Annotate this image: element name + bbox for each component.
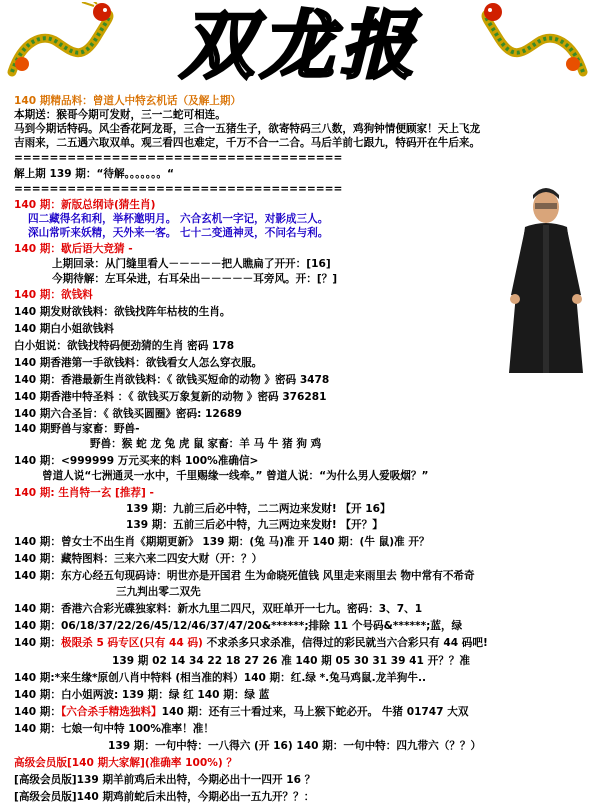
section4-line: 140 期香港中特圣料 ：《 欲钱买万象复新的动物 》密码 376281 <box>14 391 327 403</box>
section5-line: 139 期：一句中特：一八得六 (开 16) 140 期：一句中特：四九带六（？？） <box>108 740 482 752</box>
section4-line: 白小姐说：欲钱找特码便劲猜的生肖 密码 178 <box>14 340 235 352</box>
section1-line2: 马到今期话特码。风尘香花阿龙哥，三合一五猪生子，欲寄特码三八数，鸡狗钟情便顾家！天上飞龙 <box>14 123 481 135</box>
label: 不求杀多只求杀准，信得过的彩民就当六合彩只有 44 码吧! <box>202 637 488 649</box>
label: 140 期：还有三十看过来，马上猴下蛇必开。 牛猪 01747 大双 <box>161 706 469 718</box>
kill-zone-label: 极限杀 5 码专区(只有 44 码) <box>61 637 203 649</box>
section5-sub: 三九判出零二双先 <box>116 586 201 598</box>
section4-line: 140 期野兽与家畜：野兽- <box>14 423 140 435</box>
page-title: 双龙报 <box>180 3 420 89</box>
section3-line1: 上期回录：从门缝里看人－－－－－把人瞧扁了开开：[16] <box>52 258 331 270</box>
section5-line: 140 期：白小姐两波: 139 期：绿 红 140 期：绿 蓝 <box>14 689 270 701</box>
label: 140 期： <box>14 706 61 718</box>
section4-line: 140 期：香港最新生肖欲钱料：《 欲钱买短命的动物 》密码 3478 <box>14 374 330 386</box>
section4-line: 140 期六合圣旨：《 欲钱买圆圈》密码: 12689 <box>14 408 242 420</box>
section4-line: 140 期发财欲钱料：欲钱找阵年枯枝的生肖。 <box>14 306 231 318</box>
section3-line2: 今期待解：左耳朵进，右耳朵出－－－－－耳旁风。开：[？] <box>52 273 338 285</box>
man-in-robe-image <box>505 185 587 375</box>
section5-heading: 140 期: 生肖特一玄 [推荐] - <box>14 487 154 499</box>
section5-line <box>14 706 468 719</box>
section3-heading: 140 期：歇后语大竞猜 - <box>14 243 133 255</box>
dragon-right-icon <box>475 2 593 86</box>
section1-line1: 本期送：猴哥今期可发财，三一二蛇可相连。 <box>14 109 226 121</box>
prediction-line: 139 期：九前三后必中特，二二两边来发财! 【开 16】 <box>126 503 391 515</box>
section5-line: 140 期：七娘一句中特 100%准率！准！ <box>14 723 214 735</box>
poem-line1: 四二藏得名和利，举杯邀明月。 六合玄机一字记，对影成三人。 <box>28 213 329 225</box>
section4-heading: 140 期：欲钱料 <box>14 289 93 301</box>
section5-line <box>14 637 488 650</box>
label: 140 期： <box>14 637 61 649</box>
header <box>0 0 595 92</box>
vip-line: [高级会员版]140 期鸡前蛇后未出特，今期必出一五九开？？： <box>14 791 315 803</box>
dragon-left-icon <box>2 2 120 86</box>
poem-line2: 深山常听来妖精，天外来一客。 七十二变通神灵，不问名与利。 <box>28 227 329 239</box>
section2-heading: 140 期：新版总纲诗(猜生肖) <box>14 199 156 211</box>
section5-line: 139 期 02 14 34 22 18 27 26 准 140 期 05 30 31 39 41 开？？准 <box>112 655 470 667</box>
animals-line: 野兽：猴 蛇 龙 兔 虎 鼠 家畜：羊 马 牛 猪 狗 鸡 <box>90 438 322 450</box>
section5-line: 140 期：06/18/37/22/26/45/12/46/37/47/20&******;排除 11 个号码&******;蓝，绿 <box>14 620 463 632</box>
section5-line: 140 期：曾女士不出生肖《期期更新》 139 期：(兔 马)准 开 140 期：(牛 鼠)准 开？ <box>14 536 430 548</box>
section4-line: 140 期白小姐欲钱料 <box>14 323 114 335</box>
killer-label: 【六合杀手精选独料】 <box>61 706 162 718</box>
section5-line: 140 期：东方心经五句现码诗：明世亦是开国君 生为命晓死值钱 风里走来雨里去 物中常有不希奇 <box>14 570 475 582</box>
divider: ===================================== <box>14 183 343 195</box>
prediction-line: 139 期：五前三后必中特，九三两边来发财! 【开？】 <box>126 519 383 531</box>
previous-answer: 解上期 139 期：“待解。。。。。。。“ <box>14 168 174 180</box>
vip-heading: 高级会员版[140 期大家解](准确率 100%) ？ <box>14 757 237 769</box>
section4-line: 140 期香港第一手欲钱料：欲钱看女人怎么穿衣服。 <box>14 357 263 369</box>
section5-line: 140 期：藏特图料：三来六来二四安大财（开：？） <box>14 553 263 565</box>
vip-line: [高级会员版]139 期羊前鸡后未出特，今期必出十一四开 16 ？ <box>14 774 316 786</box>
section1-line3: 吉雨来，二五遇六取双单。观三看四也难定，千万不合一二合。马后羊前七跟九，特码开在牛后来。 <box>14 137 481 149</box>
section1-heading: 140 期精品料：曾道人中特玄机话（及解上期） <box>14 95 242 107</box>
quote-line: 曾道人说“七洲通灵一水中，千里赐缘一线牵。” 曾道人说：“为什么男人爱吸烟？” <box>42 470 429 482</box>
section5-line: 140 期:*来生缘*原创八肖中特料 (相当准的料）140 期：红.绿 *.兔马鸡鼠.龙羊狗牛.. <box>14 672 427 684</box>
divider: ===================================== <box>14 152 343 164</box>
wish-line: 140 期：<999999 万元买来的料 100%准确信> <box>14 455 259 467</box>
section5-line: 140 期：香港六合彩光碟独家料：新水九里二四尺，双旺单开一七九。密码：3、7、1 <box>14 603 423 615</box>
